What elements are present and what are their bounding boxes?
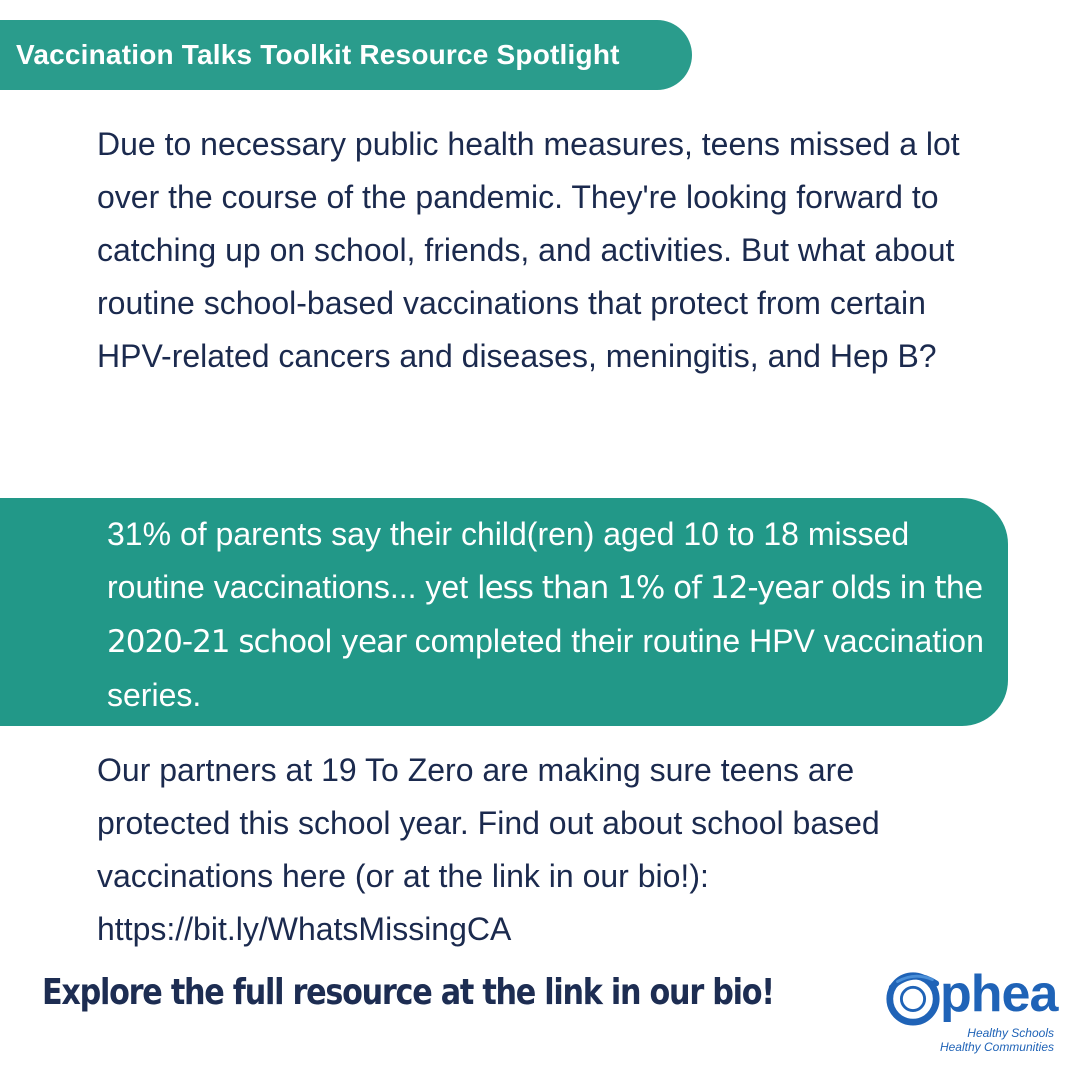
- logo-tagline-line2: Healthy Communities: [939, 1040, 1054, 1054]
- ophea-swirl-icon: [884, 968, 942, 1026]
- ophea-logo: [884, 962, 1060, 1062]
- logo-tagline: [940, 1026, 1054, 1054]
- logo-wordmark: phea: [940, 965, 1058, 1023]
- stat-text-before: 31% of parents say their child(ren) aged 10 to 18 missed routine vaccinations... yet: [107, 516, 910, 605]
- cta-text: Explore the full resource at the link in our bio!: [42, 972, 774, 1013]
- partner-paragraph: Our partners at 19 To Zero are making sure teens are protected this school year. Find out about school based vaccinations here (or at the link in our bio!): https://bit.ly/WhatsMissingCA: [97, 752, 880, 947]
- stat-callout: [107, 508, 987, 722]
- logo-tagline-line1: Healthy Schools: [967, 1026, 1054, 1040]
- intro-paragraph: Due to necessary public health measures, teens missed a lot over the course of the pandemic. They're looking forward to catching up on school, friends, and activities. But what about routine school-based vaccinations that protect from certain HPV-related cancers and diseases, meningitis, and Hep B?: [97, 126, 960, 374]
- header-banner: [0, 20, 692, 90]
- stat-text-after: completed their routine HPV vaccination series.: [107, 623, 984, 713]
- stat-highlight: less than 1% of 12-year olds in the 2020-21 school year: [107, 570, 983, 660]
- page-title: Vaccination Talks Toolkit Resource Spotlight: [16, 39, 620, 70]
